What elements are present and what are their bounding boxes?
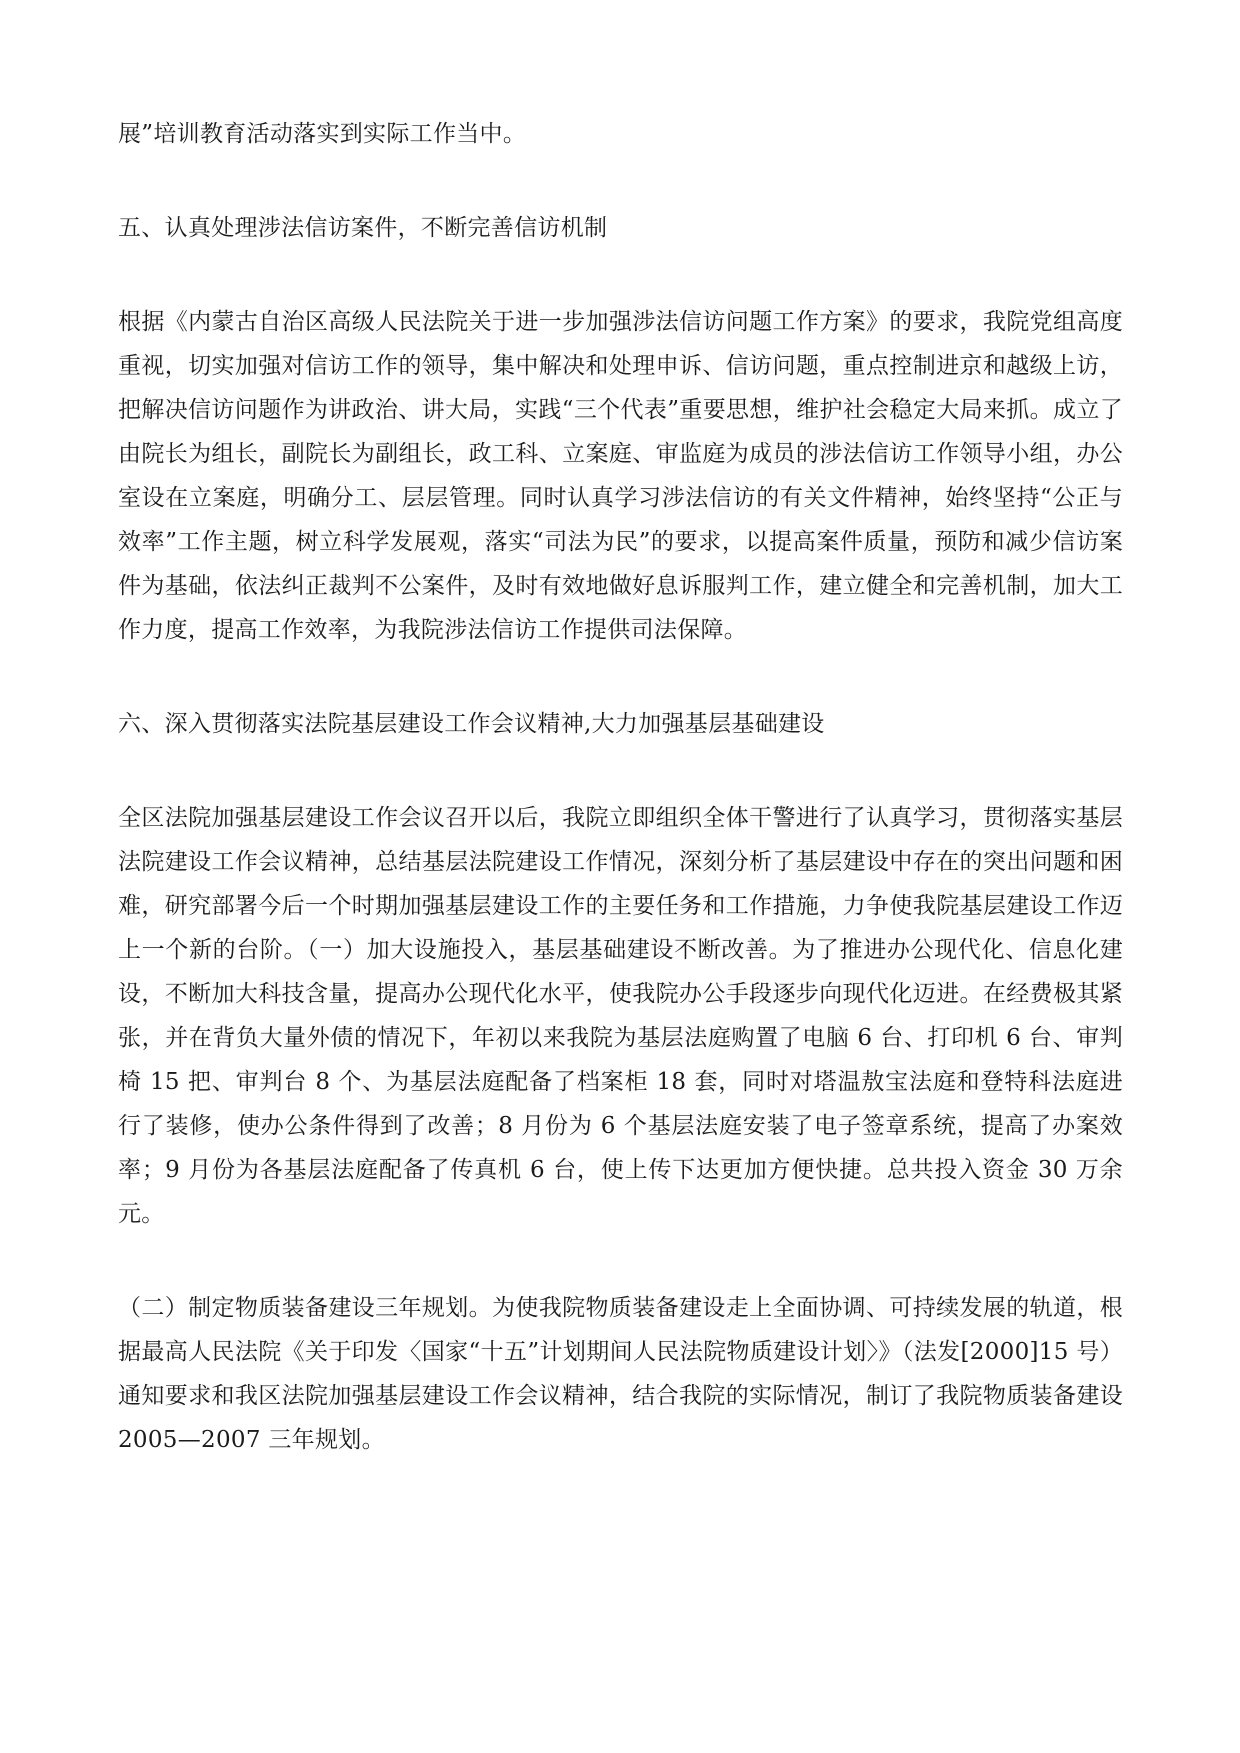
paragraph-grassroots-construction: 全区法院加强基层建设工作会议召开以后，我院立即组织全体干警进行了认真学习，贯彻落实基层法院建设工作会议精神，总结基层法院建设工作情况，深刻分析了基层建设中存在的突出问题和困难，研究部署今后一个时期加强基层建设工作的主要任务和工作措施，力争使我院基层建设工作迈上一个新的台阶。（一）加大设施投入，基层基础建设不断改善。为了推进办公现代化、信息化建设，不断加大科技含量，提高办公现代化水平，使我院办公手段逐步向现代化迈进。在经费极其紧张，并在背负大量外债的情况下，年初以来我院为基层法庭购置了电脑 6 台、打印机 6 台、审判椅 15 把、审判台 8 个、为基层法庭配备了档案柜 18 套，同时对塔温敖宝法庭和登特科法庭进行了装修，使办公条件得到了改善；8 月份为 6 个基层法庭安装了电子签章系统，提高了办案效率；9 月份为各基层法庭配备了传真机 6 台，使上传下达更加方便快捷。总共投入资金 30 万余元。 <box>118 805 1123 1227</box>
document-page <box>118 112 1123 1462</box>
paragraph-training-continuation: 展”培训教育活动落实到实际工作当中。 <box>118 121 527 147</box>
paragraph-equipment-plan: （二）制定物质装备建设三年规划。为使我院物质装备建设走上全面协调、可持续发展的轨道，根据最高人民法院《关于印发〈国家“十五”计划期间人民法院物质建设计划〉》（法发[2000]15 号）通知要求和我区法院加强基层建设工作会议精神，结合我院的实际情况，制订了我院物质装备建设 2005—2007 三年规划。 <box>118 1295 1123 1453</box>
paragraph-petition-work: 根据《内蒙古自治区高级人民法院关于进一步加强涉法信访问题工作方案》的要求，我院党组高度重视，切实加强对信访工作的领导，集中解决和处理申诉、信访问题，重点控制进京和越级上访，把解决信访问题作为讲政治、讲大局，实践“三个代表”重要思想，维护社会稳定大局来抓。成立了由院长为组长，副院长为副组长，政工科、立案庭、审监庭为成员的涉法信访工作领导小组，办公室设在立案庭，明确分工、层层管理。同时认真学习涉法信访的有关文件精神，始终坚持“公正与效率”工作主题，树立科学发展观，落实“司法为民”的要求，以提高案件质量，预防和减少信访案件为基础，依法纠正裁判不公案件，及时有效地做好息诉服判工作，建立健全和完善机制，加大工作力度，提高工作效率，为我院涉法信访工作提供司法保障。 <box>118 309 1123 643</box>
section-heading-grassroots: 六、深入贯彻落实法院基层建设工作会议精神,大力加强基层基础建设 <box>118 711 825 737</box>
section-heading-petition: 五、认真处理涉法信访案件，不断完善信访机制 <box>118 215 608 241</box>
